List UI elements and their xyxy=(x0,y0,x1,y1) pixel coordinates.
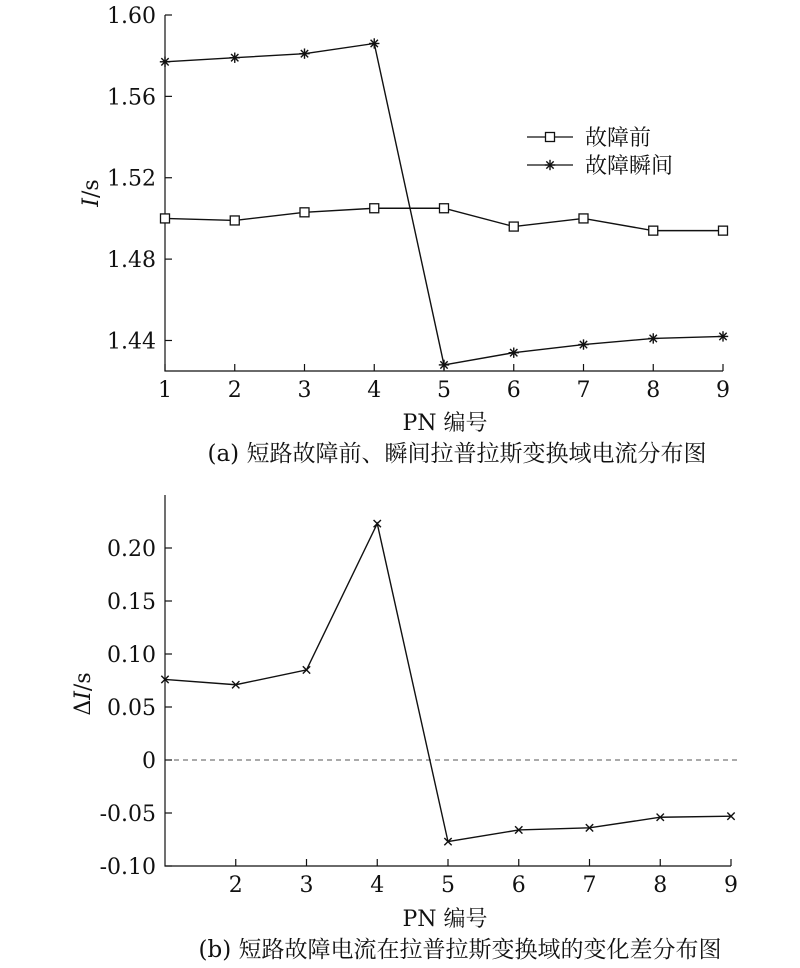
legend-marker-asterisk xyxy=(545,160,555,170)
panel-a-ylabel-unit: /s xyxy=(79,179,104,198)
data-point-square xyxy=(509,222,518,231)
data-point-asterisk xyxy=(369,38,379,48)
x-tick-label: 2 xyxy=(227,378,242,403)
x-tick-label: 6 xyxy=(506,378,521,403)
x-tick-label: 9 xyxy=(716,378,730,403)
y-tick-label: 1.52 xyxy=(107,166,156,192)
data-point-square xyxy=(161,214,170,223)
series-line-1 xyxy=(165,524,731,842)
panel-a-ylabel xyxy=(79,179,104,207)
panel-b-caption: (b) 短路故障电流在拉普拉斯变换域的变化差分布图 xyxy=(198,937,722,963)
y-tick-label: 0.10 xyxy=(107,643,156,668)
data-point-asterisk xyxy=(230,53,240,63)
data-point-square xyxy=(649,226,658,235)
panel-b-ylabel-prefix: Δ xyxy=(71,699,96,716)
y-tick-label: 0.15 xyxy=(107,590,156,615)
x-tick-label: 5 xyxy=(441,873,455,898)
x-tick-label: 4 xyxy=(367,378,382,403)
x-tick-label: 9 xyxy=(724,873,738,898)
x-tick-label: 8 xyxy=(653,873,668,898)
panel-a-ylabel-var: I xyxy=(79,198,104,207)
data-point-square xyxy=(230,216,239,225)
panel-a-caption: (a) 短路故障前、瞬间拉普拉斯变换域电流分布图 xyxy=(207,441,707,467)
y-tick-label: 0.05 xyxy=(107,696,156,721)
data-point-square xyxy=(719,226,728,235)
y-tick-label: 1.48 xyxy=(107,248,156,274)
panel-a xyxy=(79,4,730,467)
legend-label-series-1: 故障前 xyxy=(585,126,652,151)
panel-a-xlabel: PN 编号 xyxy=(402,411,488,436)
y-tick-label: 1.56 xyxy=(107,85,156,111)
x-tick-label: 7 xyxy=(582,873,597,898)
y-tick-label: 1.60 xyxy=(107,4,156,29)
panel-b-xlabel: PN 编号 xyxy=(402,907,488,932)
y-tick-label: 1.44 xyxy=(107,329,156,355)
data-point-asterisk xyxy=(718,331,728,341)
legend-marker-square xyxy=(546,133,555,142)
panel-a-axes xyxy=(165,15,723,371)
data-point-asterisk xyxy=(299,48,309,58)
panel-b-ylabel-unit: /s xyxy=(71,672,96,692)
data-point-square xyxy=(300,208,309,217)
x-tick-label: 1 xyxy=(158,378,172,403)
x-tick-label: 4 xyxy=(370,873,385,898)
y-tick-label: -0.05 xyxy=(99,802,156,827)
x-tick-label: 3 xyxy=(299,873,314,898)
y-tick-label: -0.10 xyxy=(99,855,156,880)
panel-b-axes xyxy=(165,495,731,866)
y-tick-label: 0 xyxy=(142,749,156,774)
data-point-asterisk xyxy=(648,333,658,343)
legend-label-series-2: 故障瞬间 xyxy=(585,154,674,179)
x-tick-label: 5 xyxy=(437,378,451,403)
panel-b xyxy=(71,495,739,963)
y-tick-label: 0.20 xyxy=(107,537,156,562)
panel-b-lines xyxy=(161,520,734,845)
panel-b-ylabel-var: I xyxy=(71,691,96,700)
legend-asterisk xyxy=(545,160,555,170)
data-point-asterisk xyxy=(509,347,519,357)
data-point-square xyxy=(579,214,588,223)
data-point-asterisk xyxy=(439,360,449,370)
panel-a-ticks xyxy=(107,4,730,403)
panel-b-ylabel xyxy=(71,672,96,715)
data-point-square xyxy=(440,204,449,213)
panel-a-lines xyxy=(160,38,728,370)
panel-b-ticks xyxy=(100,537,738,898)
x-tick-label: 7 xyxy=(576,378,591,403)
x-tick-label: 6 xyxy=(511,873,526,898)
panel-a-legend xyxy=(527,126,673,179)
x-tick-label: 3 xyxy=(297,378,312,403)
x-tick-label: 8 xyxy=(646,378,661,403)
data-point-asterisk xyxy=(160,57,170,67)
x-tick-label: 2 xyxy=(228,873,243,898)
data-point-square xyxy=(370,204,379,213)
data-point-asterisk xyxy=(578,339,588,349)
